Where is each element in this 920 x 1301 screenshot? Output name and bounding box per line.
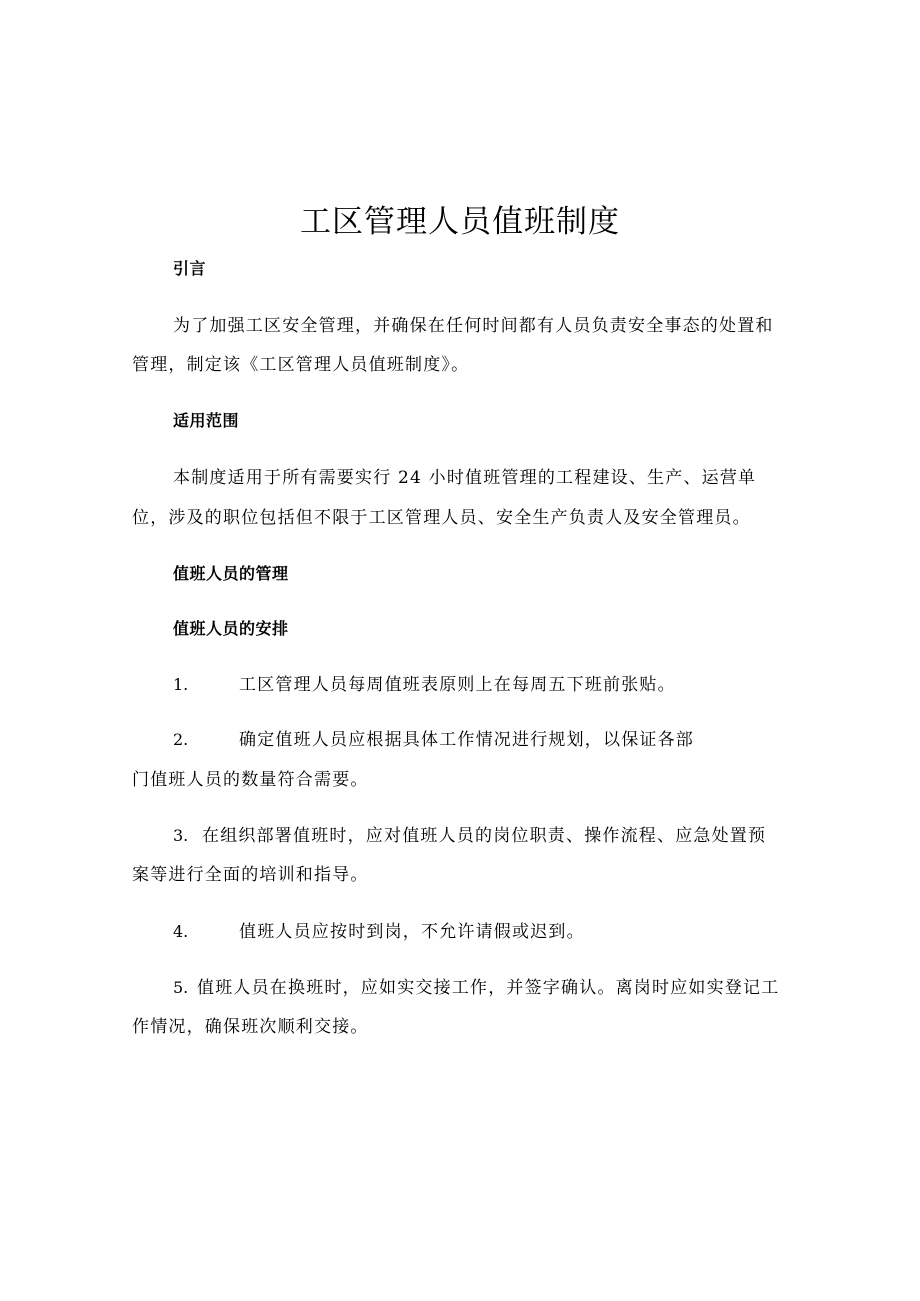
list-item-text-continued: 作情况，确保班次顺利交接。 [132, 1017, 369, 1037]
list-item-text: 确定值班人员应根据具体工作情况进行规划，以保证各部 [239, 730, 694, 750]
duty-management-heading: 值班人员的管理 [173, 564, 289, 583]
list-item-text-continued: 案等进行全面的培训和指导。 [132, 865, 369, 885]
document-title: 工区管理人员值班制度 [300, 204, 620, 240]
list-item-text: 工区管理人员每周值班表原则上在每周五下班前张贴。 [239, 675, 676, 695]
list-item-number: 4. [173, 922, 189, 941]
list-item-number: 1. [173, 675, 189, 694]
list-item-text: 值班人员应按时到岗，不允许请假或迟到。 [239, 922, 585, 942]
intro-paragraph-line-2: 管理，制定该《工区管理人员值班制度》。 [132, 355, 470, 375]
scope-paragraph-line-2: 位，涉及的职位包括但不限于工区管理人员、安全生产负责人及安全管理员。 [132, 508, 751, 528]
intro-heading: 引言 [173, 259, 207, 278]
list-item-text-continued: 门值班人员的数量符合需要。 [132, 770, 369, 790]
list-item-number: 3. [173, 826, 189, 845]
list-item-number: 5. [173, 978, 189, 997]
list-item-text: 在组织部署值班时，应对值班人员的岗位职责、操作流程、应急处置预 [202, 826, 767, 846]
intro-paragraph-line-1: 为了加强工区安全管理，并确保在任何时间都有人员负责安全事态的处置和 [173, 316, 774, 336]
list-item-text: 值班人员在换班时，应如实交接工作，并签字确认。离岗时应如实登记工 [197, 978, 780, 998]
scope-paragraph-line-1: 本制度适用于所有需要实行 24 小时值班管理的工程建设、生产、运营单 [173, 468, 757, 488]
scope-heading: 适用范围 [173, 411, 240, 430]
duty-arrangement-heading: 值班人员的安排 [173, 619, 289, 638]
list-item-number: 2. [173, 730, 189, 749]
